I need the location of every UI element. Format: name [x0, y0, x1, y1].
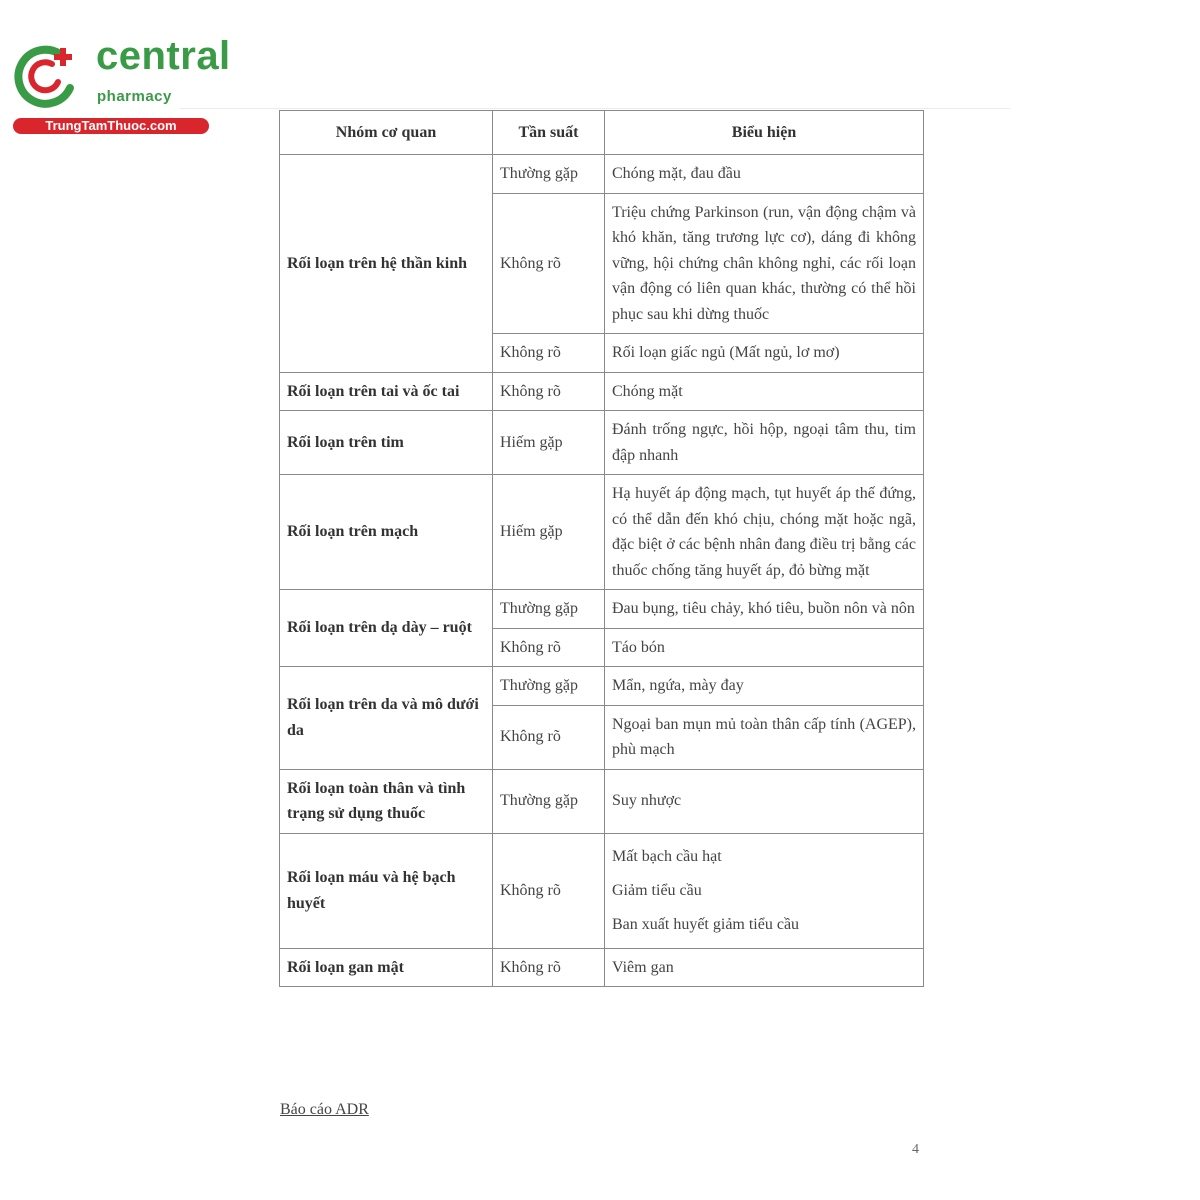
central-pharmacy-logo	[8, 34, 231, 136]
logo-sub-text: pharmacy	[97, 88, 172, 105]
frequency-cell: Không rõ	[493, 705, 605, 769]
organ-cell: Rối loạn trên mạch	[280, 475, 493, 590]
frequency-cell: Không rõ	[493, 948, 605, 987]
table-row	[280, 769, 924, 833]
organ-cell: Rối loạn trên tim	[280, 411, 493, 475]
organ-cell: Rối loạn gan mật	[280, 948, 493, 987]
frequency-cell: Thường gặp	[493, 769, 605, 833]
logo-mark-icon	[8, 36, 88, 116]
page-number: 4	[912, 1142, 919, 1157]
table-row	[280, 948, 924, 987]
table-row	[280, 411, 924, 475]
organ-cell: Rối loạn trên dạ dày – ruột	[280, 590, 493, 667]
table-row	[280, 667, 924, 706]
organ-cell: Rối loạn trên hệ thần kinh	[280, 155, 493, 373]
header-manifestation: Biểu hiện	[605, 111, 924, 155]
frequency-cell: Hiếm gặp	[493, 475, 605, 590]
organ-cell: Rối loạn trên tai và ốc tai	[280, 372, 493, 411]
effect-cell: Suy nhược	[605, 769, 924, 833]
effect-cell: Rối loạn giấc ngủ (Mất ngủ, lơ mơ)	[605, 334, 924, 373]
header-frequency: Tần suất	[493, 111, 605, 155]
effect-cell: Đau bụng, tiêu chảy, khó tiêu, buồn nôn và nôn	[605, 590, 924, 629]
effect-line: Giảm tiểu cầu	[612, 881, 702, 899]
effect-cell: Viêm gan	[605, 948, 924, 987]
adverse-reactions-table	[279, 110, 924, 987]
effect-line: Mất bạch cầu hạt	[612, 847, 722, 865]
effect-cell: Táo bón	[605, 628, 924, 667]
frequency-cell: Không rõ	[493, 628, 605, 667]
table-header-row	[280, 111, 924, 155]
frequency-cell: Thường gặp	[493, 667, 605, 706]
table-row	[280, 155, 924, 194]
header-divider	[180, 108, 1010, 109]
adr-report-link[interactable]: Báo cáo ADR	[280, 1101, 369, 1118]
logo-brand-text: central	[96, 34, 231, 78]
effect-cell: Triệu chứng Parkinson (run, vận động chậm và khó khăn, tăng trương lực cơ), dáng đi không vững, hội chứng chân không nghỉ, các rối loạn vận động có liên quan khác, thường có thể hồi phục sau khi dừng thuốc	[605, 193, 924, 334]
frequency-cell: Thường gặp	[493, 155, 605, 194]
organ-cell: Rối loạn toàn thân và tình trạng sử dụng thuốc	[280, 769, 493, 833]
organ-cell: Rối loạn trên da và mô dưới da	[280, 667, 493, 770]
effect-cell: Chóng mặt, đau đầu	[605, 155, 924, 194]
table-row	[280, 475, 924, 590]
effect-cell: Mẩn, ngứa, mày đay	[605, 667, 924, 706]
effect-cell: Hạ huyết áp động mạch, tụt huyết áp thế đứng, có thể dẫn đến khó chịu, chóng mặt hoặc ngã, đặc biệt ở các bệnh nhân đang điều trị bằng các thuốc chống tăng huyết áp, đỏ bừng mặt	[605, 475, 924, 590]
effect-line: Ban xuất huyết giảm tiểu cầu	[612, 915, 800, 933]
frequency-cell: Không rõ	[493, 372, 605, 411]
table-row	[280, 590, 924, 629]
effect-cell: Đánh trống ngực, hồi hộp, ngoại tâm thu, tim đập nhanh	[605, 411, 924, 475]
frequency-cell: Không rõ	[493, 833, 605, 948]
table-row	[280, 372, 924, 411]
header-organ-group: Nhóm cơ quan	[280, 111, 493, 155]
organ-cell: Rối loạn máu và hệ bạch huyết	[280, 833, 493, 948]
frequency-cell: Không rõ	[493, 193, 605, 334]
effect-cell	[605, 833, 924, 948]
effect-cell: Ngoại ban mụn mủ toàn thân cấp tính (AGEP), phù mạch	[605, 705, 924, 769]
frequency-cell: Hiếm gặp	[493, 411, 605, 475]
effect-cell: Chóng mặt	[605, 372, 924, 411]
logo-site-badge: TrungTamThuoc.com	[13, 118, 209, 134]
frequency-cell: Không rõ	[493, 334, 605, 373]
frequency-cell: Thường gặp	[493, 590, 605, 629]
table-row	[280, 833, 924, 948]
